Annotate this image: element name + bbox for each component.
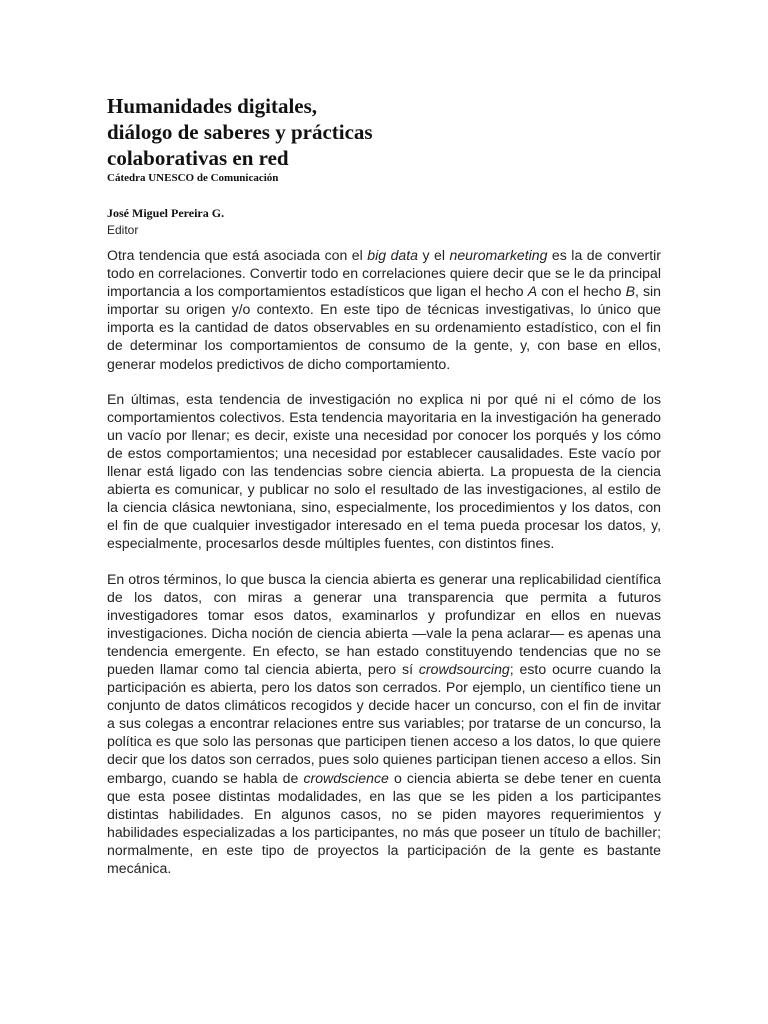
paragraph-1-text: y el (418, 247, 450, 263)
author-name: José Miguel Pereira G. (107, 206, 225, 220)
paragraph-3-text: o ciencia abierta se debe tener en cuenta que esta posee distintas modalidades, en las que se les piden a los participantes distintas habilidades. En algunos casos, no se piden mayores requerimientos y habilidades especializadas a los participantes, no más que poseer un título de bachiller; normalmente, en este tipo de proyectos la participación de la gente es bastante mecánica. (107, 769, 661, 876)
paragraph-1-italic-term: A (527, 283, 538, 300)
document-title (107, 93, 661, 171)
paragraph-1-text: Otra tendencia que está asociada con el (107, 247, 368, 263)
paragraph-1-text: , sin importar su origen y/o contexto. En este tipo de técnicas investigativas, lo único que importa es la cantidad de datos observables en su ordenamiento estadístico, con el fin de determinar los comportamientos de consumo de la gente, y, con base en ellos, generar modelos predictivos de dicho comportamiento. (107, 283, 661, 372)
author-role: Editor (107, 223, 139, 237)
paragraph-3 (107, 570, 661, 878)
paragraph-1-text: con el hecho (537, 283, 626, 300)
paragraph-1 (107, 246, 661, 373)
paragraph-3-text: En otros términos, lo que busca la ciencia abierta es generar una replicabilidad científica de los datos, con miras a generar una transparencia que permita a futuros investigadores tomar esos datos, examinarlos y profundizar en ellos en nuevas investigaciones. Dicha noción de ciencia abierta —vale la pena aclarar— es apenas una tendencia emergente. En efecto, se han estado constituyendo tendencias que no se pueden llamar como tal ciencia abierta, pero sí (107, 570, 661, 677)
title-line-3: colaborativas en red (107, 146, 289, 170)
paragraph-1-italic-term: B (625, 283, 635, 300)
document-content (107, 93, 661, 877)
title-line-1: Humanidades digitales, (107, 94, 318, 118)
paragraph-3-text: ; esto ocurre cuando la participación es abierta, pero los datos son cerrados. Por ejemplo, un científico tiene un conjunto de datos climáticos recogidos y decide hacer un concurso, con el fin de invitar a sus colegas a encontrar relaciones entre sus variables; por tratarse de un concurso, la política es que solo las personas que participen tienen acceso a los datos, lo que quiere decir que los datos son cerrados, pues solo quienes participan tienen acceso a ellos. Sin embargo, cuando se habla de (107, 660, 661, 786)
paragraph-1-text: es la de convertir todo en correlaciones. Convertir todo en correlaciones quiere decir que se le da principal importancia a los comportamientos estadísticos que ligan el hecho (107, 247, 661, 300)
paragraph-2: En últimas, esta tendencia de investigación no explica ni por qué ni el cómo de los comportamientos colectivos. Esta tendencia mayoritaria en la investigación ha generado un vacío por llenar; es decir, existe una necesidad por conocer los porqués y los cómo de estos comportamientos; una necesidad por establecer causalidades. Este vacío por llenar está ligado con las tendencias sobre ciencia abierta. La propuesta de la ciencia abierta es comunicar, y publicar no solo el resultado de las investigaciones, al estilo de la ciencia clásica newtoniana, sino, especialmente, los procedimientos y los datos, con el fin de que cualquier investigador interesado en el tema pueda procesar los datos, y, especialmente, procesarlos desde múltiples fuentes, con distintos fines. (107, 390, 661, 552)
title-line-2: diálogo de saberes y prácticas (107, 120, 373, 144)
paragraph-1-italic-term: big data (367, 247, 418, 263)
document-subtitle: Cátedra UNESCO de Comunicación (107, 172, 279, 184)
paragraph-1-italic-term: neuromarketing (449, 247, 548, 263)
paragraph-3-italic-term: crowdscience (303, 769, 389, 786)
paragraph-3-italic-term: crowdsourcing (418, 660, 510, 677)
